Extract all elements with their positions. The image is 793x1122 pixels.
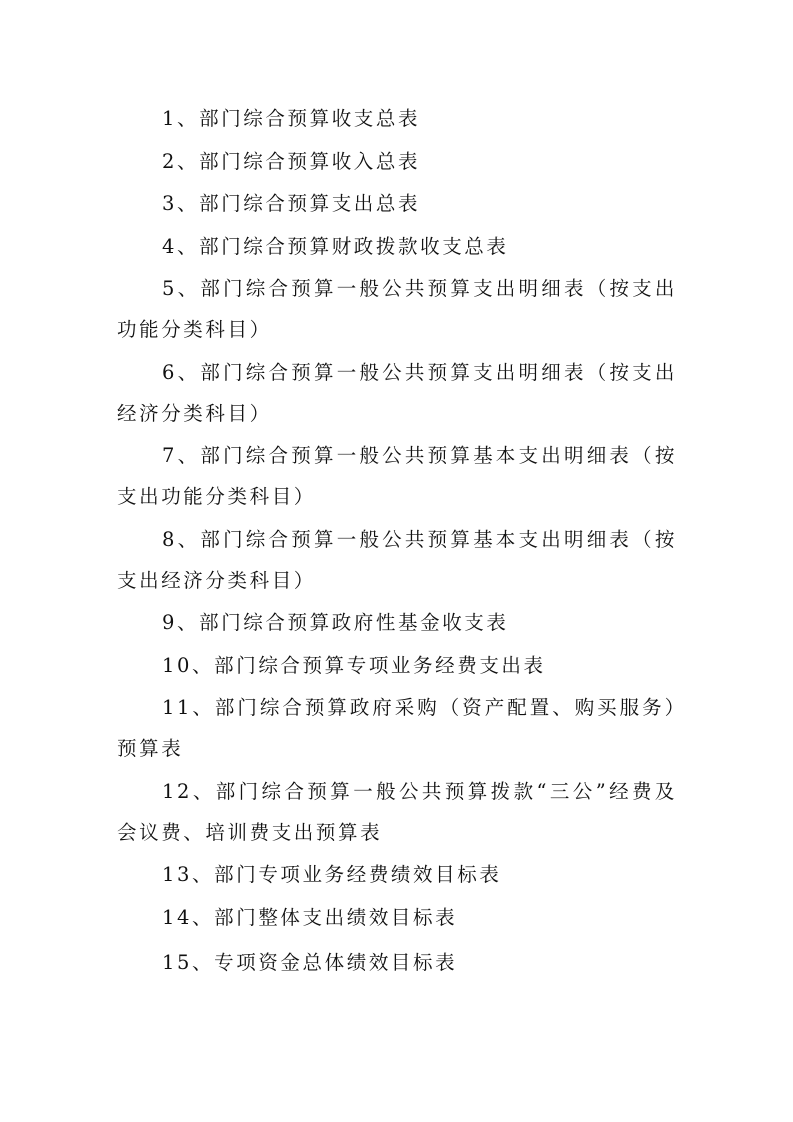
list-item: 7、部门综合预算一般公共预算基本支出明细表（按支出功能分类科目） xyxy=(117,444,677,508)
list-item: 4、部门综合预算财政拨款收支总表 xyxy=(162,234,509,258)
list-item: 6、部门综合预算一般公共预算支出明细表（按支出经济分类科目） xyxy=(117,360,677,425)
list-item: 13、部门专项业务经费绩效目标表 xyxy=(162,863,502,886)
list-item: 3、部门综合预算支出总表 xyxy=(162,192,421,215)
list-item: 14、部门整体支出绩效目标表 xyxy=(162,905,458,929)
list-item: 12、部门综合预算一般公共预算拨款“三公”经费及会议费、培训费支出预算表 xyxy=(117,779,677,844)
list-item: 11、部门综合预算政府采购（资产配置、购买服务）预算表 xyxy=(117,696,677,760)
list-item: 1、部门综合预算收支总表 xyxy=(162,107,421,130)
budget-table-list xyxy=(117,98,677,984)
list-item: 2、部门综合预算收入总表 xyxy=(162,149,421,173)
list-item: 15、专项资金总体绩效目标表 xyxy=(162,950,458,974)
list-item: 8、部门综合预算一般公共预算基本支出明细表（按支出经济分类科目） xyxy=(117,527,677,592)
list-item: 9、部门综合预算政府性基金收支表 xyxy=(162,611,509,634)
list-item: 10、部门综合预算专项业务经费支出表 xyxy=(162,653,546,677)
list-item: 5、部门综合预算一般公共预算支出明细表（按支出功能分类科目） xyxy=(117,277,677,341)
